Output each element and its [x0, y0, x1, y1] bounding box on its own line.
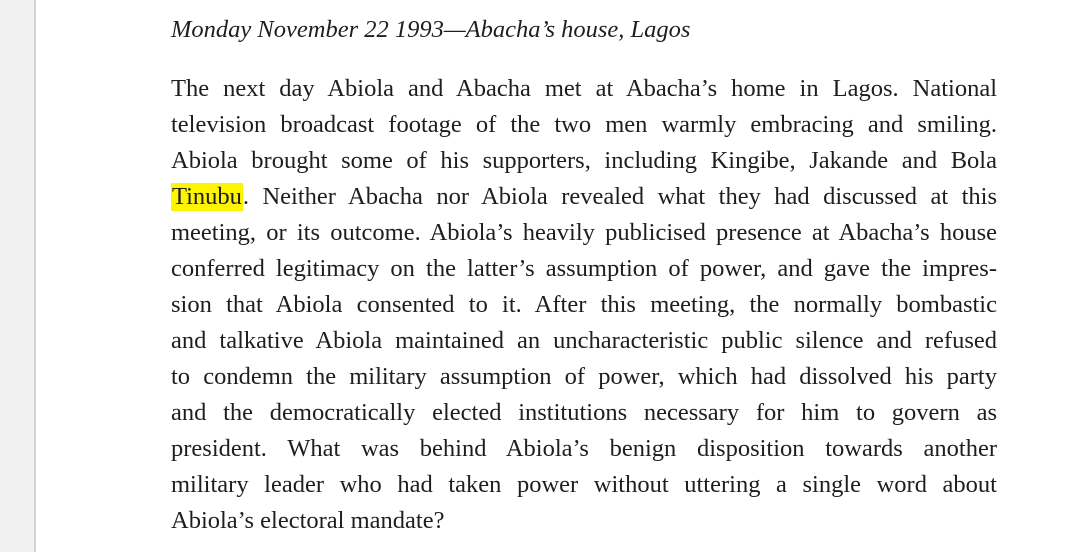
text-line: Abiola’s electoral mandate? — [171, 507, 445, 534]
text-line: and the democratically elected institutions necessary for him to govern as — [171, 399, 997, 426]
text-line: Abiola brought some of his supporters, including Kingibe, Jakande and Bola — [171, 147, 997, 174]
body-paragraph[interactable] — [171, 73, 997, 541]
book-page — [36, 0, 1080, 552]
section-heading: Monday November 22 1993—Abacha’s house, Lagos — [171, 16, 691, 43]
text-line: The next day Abiola and Abacha met at Abacha’s home in Lagos. National — [171, 75, 997, 102]
text-line-with-highlight — [171, 181, 997, 217]
viewer-left-margin — [0, 0, 34, 552]
text-line: conferred legitimacy on the latter’s assumption of power, and gave the impres- — [171, 255, 997, 282]
text-line: television broadcast footage of the two men warmly embracing and smiling. — [171, 111, 997, 138]
text-line: president. What was behind Abiola’s benign disposition towards another — [171, 435, 997, 462]
highlighted-word[interactable]: Tinubu — [172, 183, 242, 210]
text-line: meeting, or its outcome. Abiola’s heavily publicised presence at Abacha’s house — [171, 219, 997, 246]
text-line: and talkative Abiola maintained an uncharacteristic public silence and refused — [171, 327, 997, 354]
text-line: to condemn the military assumption of power, which had dissolved his party — [171, 363, 997, 390]
text-line: military leader who had taken power without uttering a single word about — [171, 471, 997, 498]
text-line: sion that Abiola consented to it. After this meeting, the normally bombastic — [171, 291, 997, 318]
text-line-rest: . Neither Abacha nor Abiola revealed what they had discussed at this — [242, 183, 997, 210]
